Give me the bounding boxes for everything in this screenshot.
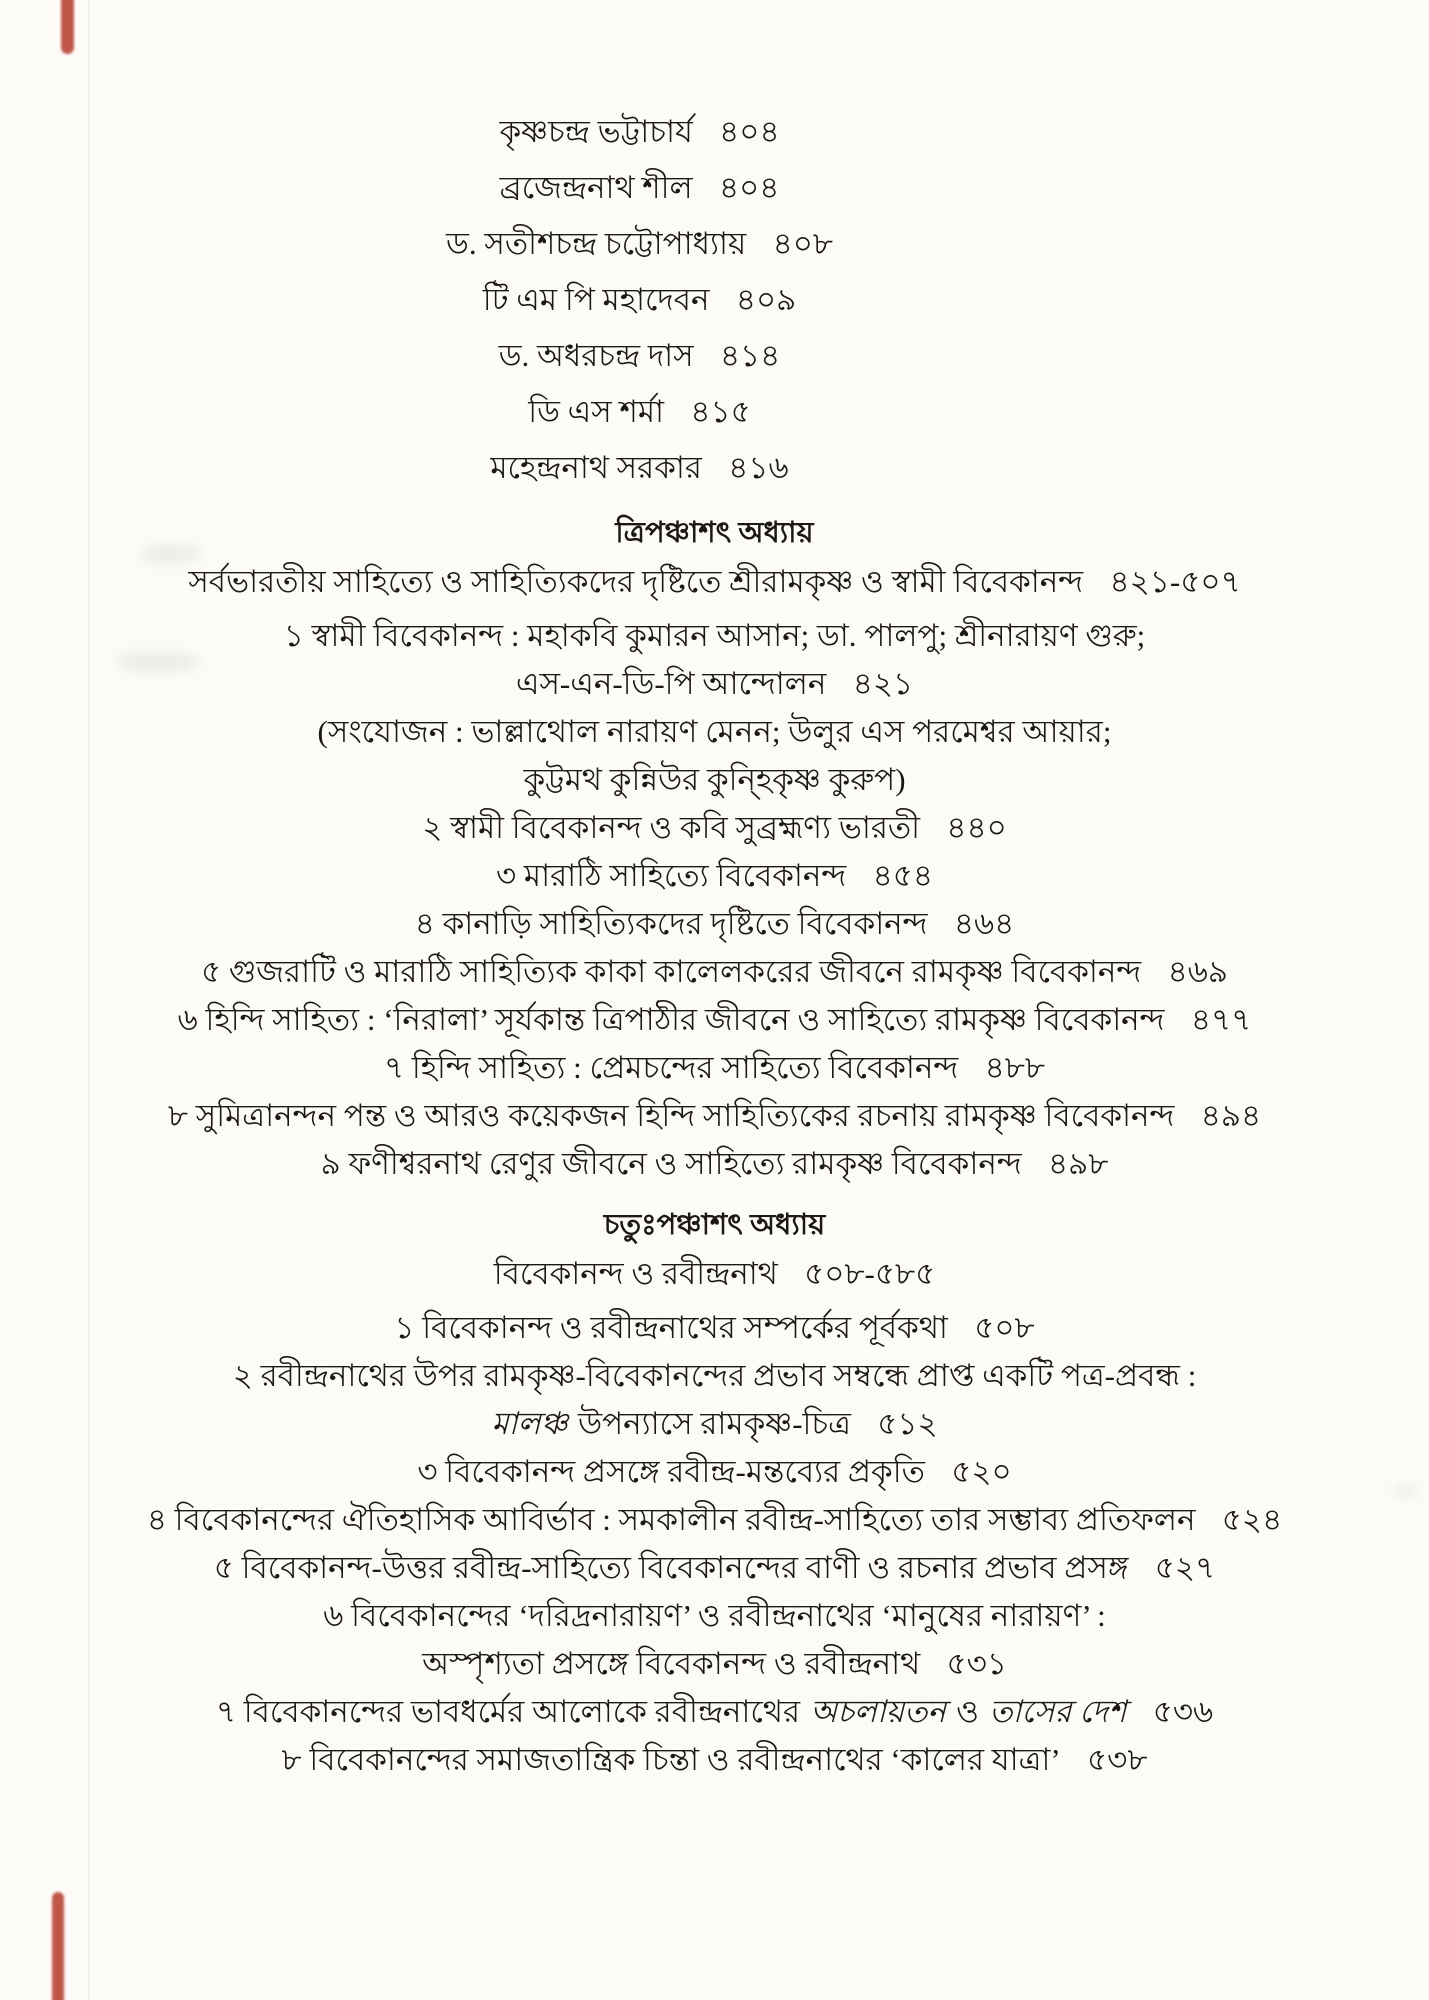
page-number: ৪৬৯ bbox=[1167, 954, 1229, 989]
toc-item bbox=[0, 756, 1429, 804]
toc-item-italic-title: অচলায়তন bbox=[810, 1694, 946, 1729]
chapter-53-title: সর্বভারতীয় সাহিত্যে ও সাহিত্যিকদের দৃষ্টিতে শ্রীরামকৃষ্ণ ও স্বামী বিবেকানন্দ bbox=[188, 564, 1084, 599]
page-number: ৫২৭ bbox=[1154, 1550, 1216, 1585]
chapter-54-heading: চতুঃপঞ্চাশৎ অধ্যায় bbox=[603, 1209, 826, 1241]
toc-item-text: কুট্টমথ কুন্নিউর কুন্হিকৃষ্ণ কুরুপ) bbox=[523, 762, 906, 797]
toc-item-text: (সংযোজন : ভাল্লাথোল নারায়ণ মেনন; উলুর এস পরমেশ্বর আয়ার; bbox=[317, 714, 1112, 749]
toc-item bbox=[0, 1304, 1429, 1352]
author-name: কৃষ্ণচন্দ্র ভট্টাচার্য bbox=[499, 114, 693, 149]
toc-item-text: এস-এন-ডি-পি আন্দোলন bbox=[515, 666, 827, 701]
author-name: ড. সতীশচন্দ্র চট্টোপাধ্যায় bbox=[446, 226, 747, 261]
toc-item-text: অস্পৃশ্যতা প্রসঙ্গে বিবেকানন্দ ও রবীন্দ্রনাথ bbox=[422, 1646, 921, 1681]
page-number: ৪৭৭ bbox=[1190, 1002, 1252, 1037]
toc-item-text: ৪ বিবেকানন্দের ঐতিহাসিক আবির্ভাব : সমকালীন রবীন্দ্র-সাহিত্যে তার সম্ভাব্য প্রতিফলন bbox=[146, 1502, 1196, 1537]
toc-item-text: ৬ হিন্দি সাহিত্য : ‘নিরালা’ সূর্যকান্ত ত্রিপাঠীর জীবনে ও সাহিত্যে রামকৃষ্ণ বিবেকানন্দ bbox=[177, 1002, 1165, 1037]
scan-smudge bbox=[140, 545, 202, 563]
chapter-54-section bbox=[0, 1202, 1429, 1784]
author-name: ব্রজেন্দ্রনাথ শীল bbox=[499, 170, 693, 205]
page-number: ৫০৮ bbox=[974, 1310, 1035, 1345]
toc-item-text: ৫ গুজরাটি ও মারাঠি সাহিত্যিক কাকা কালেলকরের জীবনে রামকৃষ্ণ বিবেকানন্দ bbox=[200, 954, 1142, 989]
toc-item-text: ৮ বিবেকানন্দের সমাজতান্ত্রিক চিন্তা ও রবীন্দ্রনাথের ‘কালের যাত্রা’ bbox=[281, 1742, 1061, 1777]
page-number: ৪০৯ bbox=[735, 282, 797, 317]
page-number: ৫২৪ bbox=[1221, 1502, 1283, 1537]
page-number: ৪০৪ bbox=[719, 114, 780, 149]
page-number: ৫৩৬ bbox=[1152, 1694, 1214, 1729]
toc-item-text: ৩ বিবেকানন্দ প্রসঙ্গে রবীন্দ্র-মন্তব্যের প্রকৃতি bbox=[417, 1454, 925, 1489]
author-entry bbox=[0, 216, 1279, 272]
red-scan-streak-top bbox=[61, 0, 74, 54]
scan-smudge bbox=[1392, 1486, 1418, 1496]
toc-item bbox=[0, 804, 1429, 852]
page-number: ৫৩১ bbox=[946, 1646, 1007, 1681]
toc-item-text: ৭ হিন্দি সাহিত্য : প্রেমচন্দের সাহিত্যে বিবেকানন্দ bbox=[384, 1050, 959, 1085]
toc-item-italic-title: তাসের দেশ bbox=[989, 1694, 1127, 1729]
scan-smudge bbox=[116, 652, 200, 672]
author-name: ডি এস শর্মা bbox=[528, 394, 665, 429]
page-number: ৫৩৮ bbox=[1087, 1742, 1148, 1777]
toc-item-text: ৬ বিবেকানন্দের ‘দরিদ্রনারায়ণ’ ও রবীন্দ্রনাথের ‘মানুষের নারায়ণ’ : bbox=[323, 1598, 1106, 1633]
page-number: ৫২০ bbox=[951, 1454, 1012, 1489]
toc-item bbox=[0, 1448, 1429, 1496]
chapter-54-title: বিবেকানন্দ ও রবীন্দ্রনাথ bbox=[493, 1256, 778, 1291]
page-number: ৫১২ bbox=[877, 1406, 938, 1441]
author-page-index bbox=[0, 0, 1429, 496]
page-number: ৪৫৪ bbox=[872, 858, 933, 893]
author-entry bbox=[0, 440, 1279, 496]
toc-item bbox=[0, 900, 1429, 948]
author-name: টি এম পি মহাদেবন bbox=[482, 282, 710, 317]
page-number: ৪১৬ bbox=[728, 450, 789, 485]
toc-item bbox=[0, 1592, 1429, 1640]
toc-item bbox=[0, 1736, 1429, 1784]
toc-item-text: উপন্যাসে রামকৃষ্ণ-চিত্র bbox=[577, 1406, 851, 1441]
chapter-53-items bbox=[0, 612, 1429, 1188]
toc-item bbox=[0, 660, 1429, 708]
toc-item bbox=[0, 1092, 1429, 1140]
page-number: ৪৯৪ bbox=[1200, 1098, 1262, 1133]
page-number: ৪৮৮ bbox=[984, 1050, 1045, 1085]
chapter-53-section bbox=[0, 510, 1429, 1188]
page-number: ৪১৪ bbox=[719, 338, 781, 373]
toc-item bbox=[0, 708, 1429, 756]
toc-item-text: ও bbox=[956, 1694, 979, 1729]
toc-item bbox=[0, 948, 1429, 996]
toc-item bbox=[0, 1400, 1429, 1448]
page-number: ৪৪০ bbox=[946, 810, 1007, 845]
toc-item bbox=[0, 1640, 1429, 1688]
author-entry bbox=[0, 328, 1279, 384]
toc-item-text: ২ স্বামী বিবেকানন্দ ও কবি সুব্রহ্মণ্য ভারতী bbox=[422, 810, 921, 845]
page-number: ৪০৪ bbox=[718, 170, 780, 205]
toc-item-italic-title: মালঞ্চ bbox=[491, 1406, 568, 1441]
toc-item-text: ১ স্বামী বিবেকানন্দ : মহাকবি কুমারন আসান; ডা. পালপু; শ্রীনারায়ণ গুরু; bbox=[283, 618, 1146, 653]
toc-item bbox=[0, 1352, 1429, 1400]
chapter-54-page-range: ৫০৮-৫৮৫ bbox=[804, 1256, 936, 1291]
chapter-53-heading: ত্রিপঞ্চাশৎ অধ্যায় bbox=[615, 517, 814, 549]
toc-item bbox=[0, 996, 1429, 1044]
toc-item-text: ২ রবীন্দ্রনাথের উপর রামকৃষ্ণ-বিবেকানন্দের প্রভাব সম্বন্ধে প্রাপ্ত একটি পত্র-প্রবন্ধ : bbox=[232, 1358, 1197, 1393]
author-entry bbox=[0, 104, 1279, 160]
toc-item-text: ১ বিবেকানন্দ ও রবীন্দ্রনাথের সম্পর্কের পূর্বকথা bbox=[394, 1310, 948, 1345]
red-scan-streak-bottom bbox=[52, 1892, 64, 2000]
author-name: ড. অধরচন্দ্র দাস bbox=[498, 338, 694, 373]
toc-item bbox=[0, 852, 1429, 900]
toc-item bbox=[0, 1688, 1429, 1736]
chapter-54-items bbox=[0, 1304, 1429, 1784]
page-number: ৪১৫ bbox=[690, 394, 751, 429]
toc-item-text: ৫ বিবেকানন্দ-উত্তর রবীন্দ্র-সাহিত্যে বিবেকানন্দের বাণী ও রচনার প্রভাব প্রসঙ্গ bbox=[213, 1550, 1129, 1585]
toc-item bbox=[0, 1044, 1429, 1092]
page-number: ৪৯৮ bbox=[1048, 1146, 1109, 1181]
author-entry bbox=[0, 384, 1279, 440]
page-number: ৪০৮ bbox=[772, 226, 833, 261]
author-name: মহেন্দ্রনাথ সরকার bbox=[490, 450, 702, 485]
paper-crease-line bbox=[88, 0, 90, 2000]
chapter-53-title-line bbox=[0, 556, 1429, 608]
toc-item-text: ৪ কানাড়ি সাহিত্যিকদের দৃষ্টিতে বিবেকানন্দ bbox=[414, 906, 928, 941]
toc-item bbox=[0, 1496, 1429, 1544]
page-number: ৪৬৪ bbox=[953, 906, 1015, 941]
toc-item-text: ৮ সুমিত্রানন্দন পন্ত ও আরও কয়েকজন হিন্দি সাহিত্যিকের রচনায় রামকৃষ্ণ বিবেকানন্দ bbox=[167, 1098, 1175, 1133]
toc-item-text: ৯ ফণীশ্বরনাথ রেণুর জীবনে ও সাহিত্যে রামকৃষ্ণ বিবেকানন্দ bbox=[320, 1146, 1022, 1181]
author-entry bbox=[0, 160, 1279, 216]
author-entry bbox=[0, 272, 1279, 328]
toc-item-text: ৭ বিবেকানন্দের ভাবধর্মের আলোকে রবীন্দ্রনাথের bbox=[215, 1694, 800, 1729]
toc-item bbox=[0, 612, 1429, 660]
toc-item bbox=[0, 1140, 1429, 1188]
toc-item-text: ৩ মারাঠি সাহিত্যে বিবেকানন্দ bbox=[495, 858, 847, 893]
toc-item bbox=[0, 1544, 1429, 1592]
page-number: ৪২১ bbox=[852, 666, 914, 701]
chapter-53-page-range: ৪২১-৫০৭ bbox=[1109, 564, 1241, 599]
chapter-54-title-line bbox=[0, 1248, 1429, 1300]
